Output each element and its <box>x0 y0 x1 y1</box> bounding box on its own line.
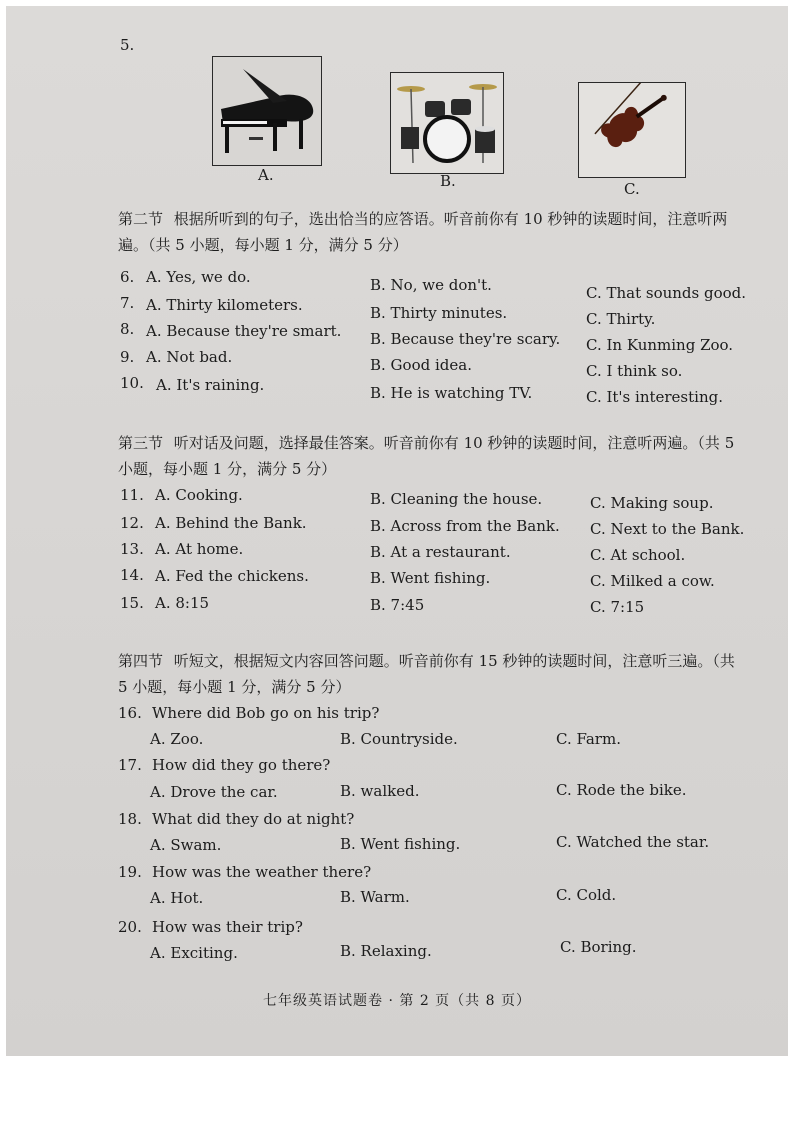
section-2-title: 第二节 <box>118 210 164 228</box>
question-12-option-c: C. Next to the Bank. <box>590 520 745 538</box>
question-16-text: Where did Bob go on his trip? <box>152 704 380 722</box>
page-footer: 七年级英语试题卷 · 第 2 页（共 8 页） <box>263 993 531 1009</box>
question-19-option-c: C. Cold. <box>556 886 617 904</box>
question-20-option-c: C. Boring. <box>560 938 637 956</box>
question-7-option-c: C. Thirty. <box>586 310 656 328</box>
question-19-text: How was the weather there? <box>152 863 372 881</box>
option-a-picture <box>212 56 322 166</box>
question-10-number: 10. <box>120 374 144 392</box>
question-19-option-b: B. Warm. <box>340 888 410 906</box>
question-12-option-b: B. Across from the Bank. <box>370 517 560 535</box>
question-17-option-b: B. walked. <box>340 782 420 800</box>
section-4-header <box>118 648 738 700</box>
question-8-option-c: C. In Kunming Zoo. <box>586 336 734 354</box>
question-17-number: 17. <box>118 756 142 774</box>
question-9-option-b: B. Good idea. <box>370 356 472 374</box>
option-c-label: C. <box>624 180 640 198</box>
question-9-option-a: A. Not bad. <box>146 348 233 366</box>
question-15-option-c: C. 7:15 <box>590 598 645 616</box>
question-16-number: 16. <box>118 704 142 722</box>
question-12-option-a: A. Behind the Bank. <box>155 514 307 532</box>
question-18-text: What did they do at night? <box>152 810 355 828</box>
question-17-option-c: C. Rode the bike. <box>556 781 687 799</box>
question-7-number: 7. <box>120 294 135 312</box>
option-b-label: B. <box>440 172 456 190</box>
question-14-option-a: A. Fed the chickens. <box>155 567 309 585</box>
question-20-number: 20. <box>118 918 142 936</box>
question-20-option-a: A. Exciting. <box>150 944 238 962</box>
question-18-option-c: C. Watched the star. <box>556 833 710 851</box>
question-20-text: How was their trip? <box>152 918 303 936</box>
option-c-picture <box>578 82 686 178</box>
question-12-number: 12. <box>120 514 144 532</box>
question-17-option-a: A. Drove the car. <box>150 783 278 801</box>
question-16-option-a: A. Zoo. <box>150 730 204 748</box>
question-14-option-b: B. Went fishing. <box>370 569 491 587</box>
question-10-option-b: B. He is watching TV. <box>370 384 533 402</box>
violin-icon <box>579 83 685 177</box>
question-17-text: How did they go there? <box>152 756 331 774</box>
question-9-number: 9. <box>120 348 135 366</box>
question-13-option-c: C. At school. <box>590 546 686 564</box>
question-18-option-a: A. Swam. <box>150 836 222 854</box>
section-3-title: 第三节 <box>118 434 164 452</box>
question-20-option-b: B. Relaxing. <box>340 942 432 960</box>
question-8-option-a: A. Because they're smart. <box>146 322 342 340</box>
question-16-option-c: C. Farm. <box>556 730 621 748</box>
question-18-option-b: B. Went fishing. <box>340 835 461 853</box>
question-19-option-a: A. Hot. <box>150 889 204 907</box>
question-6-option-c: C. That sounds good. <box>586 284 747 302</box>
question-11-option-a: A. Cooking. <box>155 486 243 504</box>
question-18-number: 18. <box>118 810 142 828</box>
question-6-option-b: B. No, we don't. <box>370 276 492 294</box>
question-8-option-b: B. Because they're scary. <box>370 330 561 348</box>
option-b-picture <box>390 72 504 174</box>
question-6-number: 6. <box>120 268 135 286</box>
question-5-number: 5. <box>120 36 135 54</box>
option-a-label: A. <box>258 166 274 184</box>
section-4-title: 第四节 <box>118 652 164 670</box>
question-8-number: 8. <box>120 320 135 338</box>
section-3-header <box>118 430 738 482</box>
question-10-option-a: A. It's raining. <box>156 376 265 394</box>
section-3-instructions: 听对话及问题，选择最佳答案。听音前你有 10 秒钟的读题时间，注意听两遍。（共 5 小题，每小题 1 分，满分 5 分） <box>118 434 735 478</box>
question-16-option-b: B. Countryside. <box>340 730 458 748</box>
question-9-option-c: C. I think so. <box>586 362 683 380</box>
question-10-option-c: C. It's interesting. <box>586 388 723 406</box>
drum-kit-icon <box>391 73 503 173</box>
question-13-number: 13. <box>120 540 144 558</box>
question-7-option-b: B. Thirty minutes. <box>370 304 508 322</box>
question-11-option-c: C. Making soup. <box>590 494 714 512</box>
question-14-option-c: C. Milked a cow. <box>590 572 715 590</box>
question-11-number: 11. <box>120 486 144 504</box>
question-19-number: 19. <box>118 863 142 881</box>
question-15-option-b: B. 7:45 <box>370 596 425 614</box>
question-11-option-b: B. Cleaning the house. <box>370 490 543 508</box>
section-4-instructions: 听短文，根据短文内容回答问题。听音前你有 15 秒钟的读题时间，注意听三遍。（共 5 小题，每小题 1 分，满分 5 分） <box>118 652 735 696</box>
section-2-instructions: 根据所听到的句子，选出恰当的应答语。听音前你有 10 秒钟的读题时间，注意听两遍。（共 5 小题，每小题 1 分，满分 5 分） <box>118 210 728 254</box>
section-2-header <box>118 206 738 258</box>
question-6-option-a: A. Yes, we do. <box>146 268 251 286</box>
question-13-option-a: A. At home. <box>155 540 244 558</box>
grand-piano-icon <box>213 57 321 165</box>
question-15-option-a: A. 8:15 <box>155 594 210 612</box>
question-13-option-b: B. At a restaurant. <box>370 543 511 561</box>
question-15-number: 15. <box>120 594 144 612</box>
question-14-number: 14. <box>120 566 144 584</box>
question-7-option-a: A. Thirty kilometers. <box>146 296 303 314</box>
